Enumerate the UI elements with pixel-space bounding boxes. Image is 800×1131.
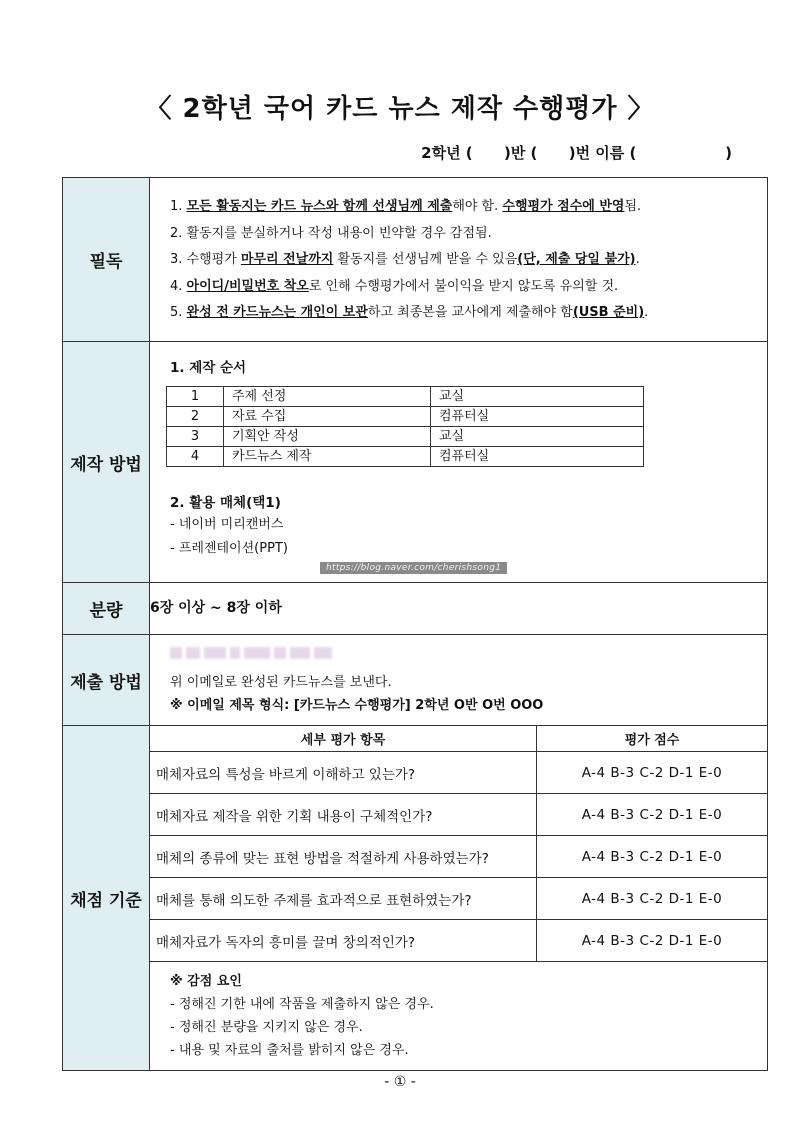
submission-label: 제출 방법 bbox=[63, 635, 150, 726]
media-item: - 프레젠테이션(PPT) bbox=[170, 541, 288, 556]
deduct-item: - 내용 및 자료의 출처를 밝히지 않은 경우. bbox=[170, 1043, 409, 1058]
method-row bbox=[63, 342, 768, 583]
step-row bbox=[167, 447, 644, 467]
notice-text: 활동지를 선생님께 받을 수 있음 bbox=[333, 252, 518, 267]
notice-text: (USB 준비) bbox=[572, 305, 645, 320]
criterion-text: 매체의 종류에 맞는 표현 방법을 적절하게 사용하였는가? bbox=[150, 836, 537, 878]
submission-cell bbox=[150, 635, 768, 726]
step-place: 컴퓨터실 bbox=[431, 407, 644, 427]
notice-text: 수행평가 점수에 반영 bbox=[502, 199, 625, 214]
method-label: 제작 방법 bbox=[63, 342, 150, 583]
step-row bbox=[167, 387, 644, 407]
notice-text: 아이디/비밀번호 착오 bbox=[186, 278, 309, 294]
grading-label: 채점 기준 bbox=[63, 726, 150, 1071]
score-row bbox=[150, 794, 767, 836]
criterion-text: 매체자료 제작을 위한 기획 내용이 구체적인가? bbox=[150, 794, 537, 836]
step-number: 1 bbox=[167, 387, 224, 407]
notice-cell bbox=[150, 178, 768, 342]
step-number: 3 bbox=[167, 427, 224, 447]
criterion-text: 매체를 통해 의도한 주제를 효과적으로 표현하였는가? bbox=[150, 878, 537, 920]
step-task: 주제 선정 bbox=[224, 387, 431, 407]
order-heading: 1. 제작 순서 bbox=[170, 360, 247, 376]
notice-item bbox=[170, 247, 757, 274]
notice-text: 로 인해 수행평가에서 불이익을 받지 않도록 유의할 것. bbox=[308, 278, 619, 294]
notice-item bbox=[170, 194, 757, 221]
score-col-item: 세부 평가 항목 bbox=[150, 726, 537, 752]
notice-text: . bbox=[635, 252, 640, 267]
step-number: 4 bbox=[167, 447, 224, 467]
deduct-list bbox=[170, 993, 751, 1062]
notice-text: (단, 제출 당일 불가) bbox=[517, 252, 636, 267]
notice-text: . bbox=[644, 305, 649, 320]
step-task: 자료 수집 bbox=[224, 407, 431, 427]
amount-text: 6장 이상 ~ 8장 이하 bbox=[150, 583, 768, 635]
method-cell bbox=[150, 342, 768, 583]
score-col-points: 평가 점수 bbox=[537, 726, 768, 752]
score-table bbox=[150, 726, 767, 962]
notice-text: 완성 전 카드뉴스는 개인이 보관 bbox=[186, 305, 368, 320]
step-row bbox=[167, 407, 644, 427]
notice-text: 3. 수행평가 bbox=[170, 252, 241, 267]
notice-text: 하고 최종본을 교사에게 제출해야 함 bbox=[367, 305, 573, 320]
notice-item bbox=[170, 300, 757, 327]
criterion-score: A-4 B-3 C-2 D-1 E-0 bbox=[537, 920, 768, 962]
amount-label: 분량 bbox=[63, 583, 150, 635]
notice-text: 해야 함. bbox=[452, 199, 503, 214]
criterion-text: 매체자료의 특성을 바르게 이해하고 있는가? bbox=[150, 752, 537, 794]
step-place: 컴퓨터실 bbox=[431, 447, 644, 467]
deduct-heading: ※ 감점 요인 bbox=[170, 974, 242, 989]
step-task: 기획안 작성 bbox=[224, 427, 431, 447]
criterion-score: A-4 B-3 C-2 D-1 E-0 bbox=[537, 836, 768, 878]
grading-cell bbox=[150, 726, 768, 1071]
page-title: 〈 2학년 국어 카드 뉴스 제작 수행평가 〉 bbox=[145, 94, 655, 124]
notice-list bbox=[150, 178, 767, 335]
notice-text: 모든 활동지는 카드 뉴스와 함께 선생님께 제출 bbox=[186, 199, 453, 214]
redacted-email bbox=[170, 647, 747, 661]
deduct-item: - 정해진 기한 내에 작품을 제출하지 않은 경우. bbox=[170, 997, 434, 1012]
notice-text: 4. bbox=[170, 278, 187, 294]
submission-row bbox=[63, 635, 768, 726]
media-heading: 2. 활용 매체(택1) bbox=[170, 495, 281, 511]
criterion-text: 매체자료가 독자의 흥미를 끌며 창의적인가? bbox=[150, 920, 537, 962]
assignment-table bbox=[62, 177, 768, 1071]
criterion-score: A-4 B-3 C-2 D-1 E-0 bbox=[537, 878, 768, 920]
notice-text: 마무리 전날까지 bbox=[240, 252, 334, 267]
student-info-line: 2학년 ( )반 ( )번 이름 ( ) bbox=[421, 144, 732, 162]
notice-label: 필독 bbox=[63, 178, 150, 342]
step-task: 카드뉴스 제작 bbox=[224, 447, 431, 467]
notice-item bbox=[170, 274, 757, 301]
score-row bbox=[150, 752, 767, 794]
criterion-score: A-4 B-3 C-2 D-1 E-0 bbox=[537, 752, 768, 794]
media-list bbox=[170, 513, 757, 561]
step-place: 교실 bbox=[431, 387, 644, 407]
submission-instruction: 위 이메일로 완성된 카드뉴스를 보낸다. bbox=[170, 675, 392, 690]
deduct-item: - 정해진 분량을 지키지 않은 경우. bbox=[170, 1020, 363, 1035]
step-number: 2 bbox=[167, 407, 224, 427]
notice-text: 1. bbox=[170, 199, 187, 214]
notice-text: 됨. bbox=[624, 199, 642, 214]
step-row bbox=[167, 427, 644, 447]
media-item: - 네이버 미리캔버스 bbox=[170, 517, 284, 532]
notice-text: 2. 활동지를 분실하거나 작성 내용이 빈약할 경우 감점됨. bbox=[170, 225, 492, 241]
step-place: 교실 bbox=[431, 427, 644, 447]
criterion-score: A-4 B-3 C-2 D-1 E-0 bbox=[537, 794, 768, 836]
amount-row bbox=[63, 583, 768, 635]
email-subject-format: ※ 이메일 제목 형식: [카드뉴스 수행평가] 2학년 O반 O번 OOO bbox=[170, 698, 544, 713]
watermark: https://blog.naver.com/cherishsong1 bbox=[320, 562, 507, 574]
steps-table bbox=[166, 386, 644, 467]
page-number: - ① - bbox=[384, 1074, 416, 1090]
notice-text: 5. bbox=[170, 305, 187, 320]
score-row bbox=[150, 836, 767, 878]
score-row bbox=[150, 920, 767, 962]
grading-row bbox=[63, 726, 768, 1071]
notice-row bbox=[63, 178, 768, 342]
notice-item bbox=[170, 221, 757, 248]
score-row bbox=[150, 878, 767, 920]
